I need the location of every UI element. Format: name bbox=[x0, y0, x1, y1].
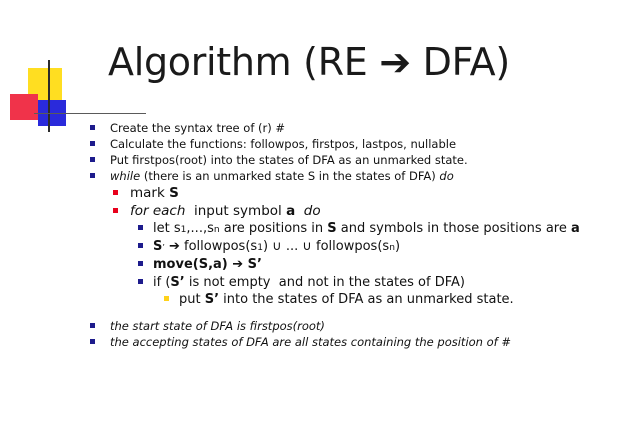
state-symbol: S bbox=[327, 221, 337, 236]
bullet-text: and symbols in those positions are bbox=[336, 221, 571, 236]
bullet-item bbox=[138, 257, 262, 272]
bullet-text: if ( bbox=[153, 275, 171, 290]
bullet-text: Put firstpos(root) into the states of DFA as an unmarked state. bbox=[110, 153, 468, 167]
bullet-text: move(S,a) ➔ S’ bbox=[153, 257, 262, 272]
bullet-text: put bbox=[179, 292, 205, 307]
bullet-item bbox=[138, 239, 400, 254]
bullet-text: the start state of DFA is firstpos(root) bbox=[110, 319, 325, 333]
bullet-text: (there is an unmarked state S in the states of DFA) bbox=[140, 169, 440, 183]
decor-vertical-line bbox=[48, 60, 50, 132]
square-bullet-icon bbox=[90, 141, 95, 146]
subscript: n bbox=[213, 225, 220, 235]
state-symbol: S’ bbox=[204, 292, 220, 307]
state-symbol: S bbox=[169, 185, 179, 201]
bullet-text: ,...,s bbox=[186, 221, 214, 236]
slide-title: Algorithm (RE ➔ DFA) bbox=[108, 40, 510, 84]
decor-red-square bbox=[10, 94, 38, 120]
square-bullet-icon bbox=[138, 225, 143, 230]
square-bullet-icon bbox=[164, 296, 169, 301]
bullet-item bbox=[164, 292, 514, 307]
square-bullet-icon bbox=[90, 339, 95, 344]
bullet-item bbox=[90, 319, 325, 333]
bullet-text: Create the syntax tree of (r) # bbox=[110, 121, 286, 135]
bullet-item bbox=[90, 137, 456, 151]
state-symbol: S’ bbox=[170, 275, 185, 290]
prime-mark: ’ bbox=[162, 243, 165, 252]
bullet-item bbox=[113, 185, 179, 201]
bullet-item bbox=[90, 335, 511, 349]
keyword-do: do bbox=[303, 203, 321, 219]
keyword-for-each: for each bbox=[130, 203, 186, 219]
keyword-while: while bbox=[110, 169, 141, 183]
square-bullet-icon bbox=[90, 173, 95, 178]
bullet-text: are positions in bbox=[219, 221, 328, 236]
bullet-text: ➔ followpos(s bbox=[164, 239, 258, 254]
input-symbol: a bbox=[570, 221, 580, 236]
bullet-text: is not empty and not in the states of DFA) bbox=[184, 275, 465, 290]
bullet-text: into the states of DFA as an unmarked state. bbox=[219, 292, 514, 307]
bullet-text: Calculate the functions: followpos, firstpos, lastpos, nullable bbox=[110, 137, 457, 151]
square-bullet-icon bbox=[90, 157, 95, 162]
square-bullet-icon bbox=[113, 208, 118, 213]
bullet-text: ) ∪ ... ∪ followpos(s bbox=[262, 239, 390, 254]
bullet-text: ) bbox=[394, 239, 401, 254]
bullet-text: input symbol bbox=[185, 203, 287, 219]
keyword-do: do bbox=[439, 169, 454, 183]
state-symbol: S bbox=[153, 239, 163, 254]
square-bullet-icon bbox=[113, 190, 118, 195]
bullet-text: the accepting states of DFA are all states containing the position of # bbox=[110, 335, 511, 349]
input-symbol: a bbox=[286, 203, 296, 219]
subscript: 1 bbox=[257, 243, 263, 253]
bullet-item bbox=[138, 275, 465, 290]
bullet-item bbox=[138, 221, 580, 236]
bullet-text: mark bbox=[130, 185, 170, 201]
square-bullet-icon bbox=[90, 125, 95, 130]
bullet-item bbox=[90, 153, 468, 167]
bullet-text: let s bbox=[153, 221, 181, 236]
square-bullet-icon bbox=[90, 323, 95, 328]
decor-horizontal-line bbox=[34, 113, 146, 114]
square-bullet-icon bbox=[138, 261, 143, 266]
subscript: 1 bbox=[180, 225, 187, 235]
subscript: n bbox=[389, 243, 395, 253]
bullet-item bbox=[90, 121, 285, 135]
bullet-item bbox=[113, 203, 321, 219]
square-bullet-icon bbox=[138, 279, 143, 284]
square-bullet-icon bbox=[138, 243, 143, 248]
bullet-item bbox=[90, 169, 454, 183]
